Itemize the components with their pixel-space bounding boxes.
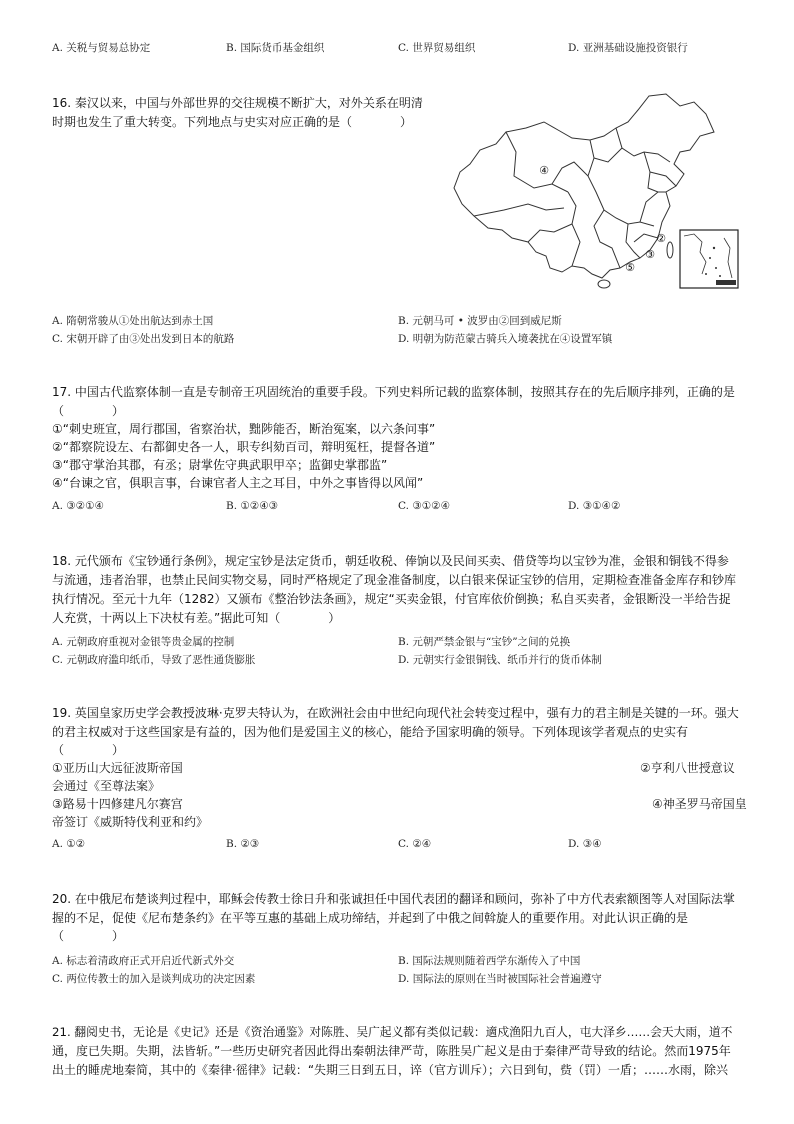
- q18-option-b[interactable]: B. 元朝严禁金银与“宝钞”之间的兑换: [398, 636, 571, 648]
- q18-stem-line-2: 与流通，违者治罪，也禁止民间实物交易，同时严格规定了现金准备制度，以白银来保证宝钞的信用，定期检查准备金库存和钞库: [52, 573, 737, 587]
- q19-item-1: ①亚历山大远征波斯帝国: [52, 761, 183, 775]
- q20-stem-line-3: （ ）: [52, 929, 125, 943]
- q15-option-a[interactable]: A. 关税与贸易总协定: [52, 42, 151, 54]
- q17-source-3: ③“郡守掌治其郡，有丞；尉掌佐守典武职甲卒；监御史掌郡监”: [52, 458, 388, 472]
- q19-item-4-continued: 帝签订《威斯特伐利亚和约》: [52, 815, 209, 829]
- q20-stem-line-2: 握的不足，促使《尼布楚条约》在平等互惠的基础上成功缔结，并起到了中俄之间斡旋人的重要作用。对此认识正确的是: [52, 911, 689, 925]
- q17-source-4: ④“台谏之官，俱职言事，台谏官者人主之耳目，中外之事皆得以风闻”: [52, 476, 424, 490]
- q19-item-2-continued: 会通过《至尊法案》: [52, 779, 161, 793]
- q18-option-c[interactable]: C. 元朝政府滥印纸币，导致了恶性通货膨胀: [52, 654, 256, 666]
- q20-option-b[interactable]: B. 国际法规则随着西学东渐传入了中国: [398, 955, 581, 967]
- q19-item-3: ③路易十四修建凡尔赛宫: [52, 797, 183, 811]
- china-map-image: [444, 92, 744, 292]
- q16-option-d[interactable]: D. 明朝为防范蒙古骑兵入境袭扰在④设置军镇: [398, 333, 613, 345]
- q17-source-2: ②“都察院设左、右都御史各一人，职专纠劾百司，辩明冤枉，提督各道”: [52, 440, 436, 454]
- q19-item-4: ④神圣罗马帝国皇: [652, 797, 747, 811]
- map-marker-3: ③: [645, 248, 655, 261]
- map-marker-4: ④: [539, 164, 549, 177]
- q20-option-d[interactable]: D. 国际法的原则在当时被国际社会普遍遵守: [398, 973, 602, 985]
- q16-option-c[interactable]: C. 宋朝开辟了由③处出发到日本的航路: [52, 333, 235, 345]
- q20-stem-line-1: 20. 在中俄尼布楚谈判过程中，耶稣会传教士徐日升和张诚担任中国代表团的翻译和顾问，弥补了中方代表索额图等人对国际法掌: [52, 892, 735, 906]
- q19-stem-line-1: 19. 英国皇家历史学会教授波琳·克罗夫特认为，在欧洲社会由中世纪向现代社会转变过程中，强有力的君主制是关键的一环。强大: [52, 706, 739, 720]
- q15-option-d[interactable]: D. 亚洲基础设施投资银行: [568, 42, 688, 54]
- q16-option-b[interactable]: B. 元朝马可 • 波罗由②回到威尼斯: [398, 315, 562, 327]
- q19-option-a[interactable]: A. ①②: [52, 838, 86, 850]
- q21-stem-line-3: 出土的睡虎地秦简，其中的《秦律·徭律》记载：“失期三日到五日，谇（官方训斥）；六日到旬，赀（罚）一盾；……水雨，除兴: [52, 1063, 729, 1077]
- q18-option-d[interactable]: D. 元朝实行金银铜钱、纸币并行的货币体制: [398, 654, 602, 666]
- map-marker-2: ②: [656, 232, 666, 245]
- q19-option-b[interactable]: B. ②③: [226, 838, 260, 850]
- q21-stem-line-2: 通，度已失期。失期，法皆斩。”一些历史研究者因此得出秦朝法律严苛，陈胜吴广起义是由于秦律严苛导致的结论。然而1975年: [52, 1044, 731, 1058]
- q17-option-b[interactable]: B. ①②④③: [226, 500, 279, 512]
- map-marker-5: ⑤: [625, 261, 635, 274]
- q16-stem-line-2: 时期也发生了重大转变。下列地点与史实对应正确的是（ ）: [52, 115, 413, 129]
- q19-option-d[interactable]: D. ③④: [568, 838, 602, 850]
- q18-stem-line-1: 18. 元代颁布《宝钞通行条例》，规定宝钞是法定货币，朝廷收税、俸饷以及民间买卖、借贷等均以宝钞为准，金银和铜钱不得参: [52, 554, 729, 568]
- q17-option-a[interactable]: A. ③②①④: [52, 500, 104, 512]
- china-map-figure: [444, 92, 744, 292]
- q19-option-c[interactable]: C. ②④: [398, 838, 432, 850]
- q16-option-a[interactable]: A. 隋朝常骏从①处出航达到赤土国: [52, 315, 214, 327]
- q15-option-b[interactable]: B. 国际货币基金组织: [226, 42, 325, 54]
- q19-item-2: ②亨利八世授意议: [640, 761, 735, 775]
- q18-stem-line-3: 执行情况。至元十九年（1282）又颁布《整治钞法条画》，规定“买卖金银，付官库依价倒换；私自买卖者，金银断没一半给告捉: [52, 592, 731, 606]
- q17-option-c[interactable]: C. ③①②④: [398, 500, 450, 512]
- q17-source-1: ①“刺史班宣，周行郡国，省察治状，黜陟能否，断治冤案，以六条问事”: [52, 422, 436, 436]
- q20-option-a[interactable]: A. 标志着清政府正式开启近代新式外交: [52, 955, 235, 967]
- q18-stem-line-4: 人充赏，十两以上下决杖有差。”据此可知（ ）: [52, 611, 341, 625]
- q19-stem-line-3: （ ）: [52, 743, 125, 757]
- q21-stem-line-1: 21. 翻阅史书，无论是《史记》还是《资治通鉴》对陈胜、吴广起义都有类似记载：適戍渔阳九百人，屯大泽乡……会天大雨，道不: [52, 1025, 733, 1039]
- q17-option-d[interactable]: D. ③①④②: [568, 500, 621, 512]
- q16-stem-line-1: 16. 秦汉以来，中国与外部世界的交往规模不断扩大，对外关系在明清: [52, 96, 423, 110]
- q17-stem-line-1: 17. 中国古代监察体制一直是专制帝王巩固统治的重要手段。下列史料所记载的监察体制，按照其存在的先后顺序排列，正确的是: [52, 385, 735, 399]
- q19-stem-line-2: 的君主权威对于这些国家是有益的，因为他们是爱国主义的核心，能给予国家明确的领导。下列体现该学者观点的史实有: [52, 725, 689, 739]
- q20-option-c[interactable]: C. 两位传教士的加入是谈判成功的决定因素: [52, 973, 256, 985]
- q15-option-c[interactable]: C. 世界贸易组织: [398, 42, 476, 54]
- q17-stem-line-2: （ ）: [52, 404, 125, 418]
- q18-option-a[interactable]: A. 元朝政府重视对金银等贵金属的控制: [52, 636, 235, 648]
